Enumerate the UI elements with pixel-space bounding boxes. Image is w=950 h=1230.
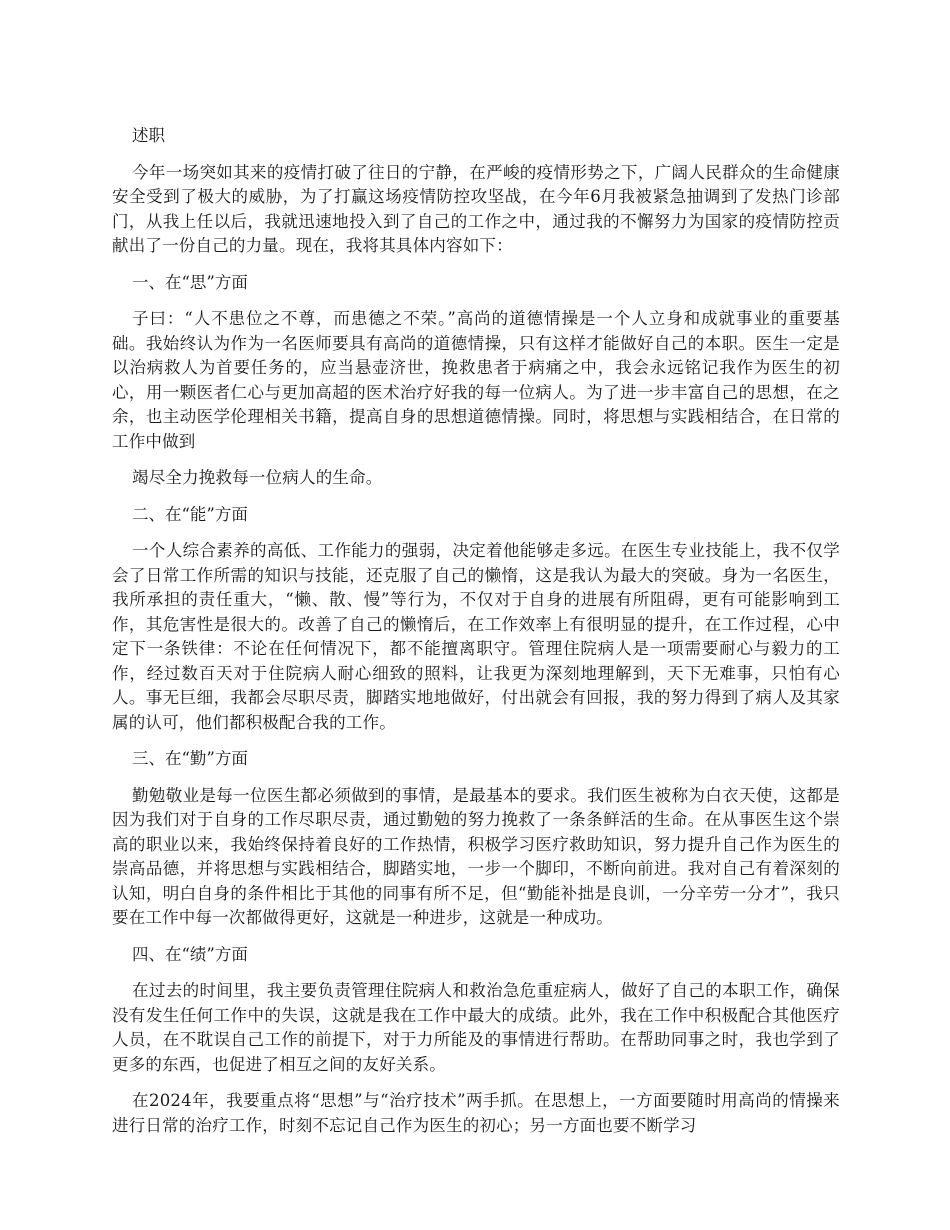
- section-heading-si: 一、在“思”方面: [132, 272, 248, 292]
- section-heading-neng: 二、在“能”方面: [132, 504, 248, 524]
- intro-paragraph: 今年一场突如其来的疫情打破了往日的宁静，在严峻的疫情形势之下，广阔人民群众的生命健康安全受到了极大的威胁，为了打赢这场疫情防控攻坚战，在今年6月我被紧急抽调到了发热门诊部门，从我上任以后，我就迅速地投入到了自己的工作之中，通过我的不懈努力为国家的疫情防控贡献出了一份自己的力量。现在，我将其具体内容如下：: [112, 162, 840, 255]
- section-heading-qin: 三、在“勤”方面: [132, 749, 248, 768]
- document-title: 述职: [132, 126, 165, 145]
- paragraph-plan: 在2024年，我要重点将“思想”与“治疗技术”两手抓。在思想上，一方面要随时用高尚的情操来进行日常的治疗工作，时刻不忘记自己作为医生的初心；另一方面也要不断学习: [112, 1091, 840, 1135]
- section-heading-ji: 四、在“绩”方面: [132, 944, 248, 964]
- paragraph-qin: 勤勉敬业是每一位医生都必须做到的事情，是最基本的要求。我们医生被称为白衣天使，这都是因为我们对于自身的工作尽职尽责，通过勤勉的努力挽救了一条条鲜活的生命。在从事医生这个崇高的职业以来，我始终保持着良好的工作热情，积极学习医疗救助知识，努力提升自己作为医生的崇高品德，并将思想与实践相结合，脚踏实地，一步一个脚印，不断向前进。我对自己有着深刻的认知，明白自身的条件相比于其他的同事有所不足，但“勤能补拙是良训，一分辛劳一分才”，我只要在工作中每一次都做得更好，这就是一种进步，这就是一种成功。: [112, 785, 840, 927]
- paragraph-ji: 在过去的时间里，我主要负责管理住院病人和救治急危重症病人，做好了自己的本职工作，确保没有发生任何工作中的失误，这就是我在工作中最大的成绩。此外，我在工作中积极配合其他医疗人员，在不耽误自己工作的前提下，对于力所能及的事情进行帮助。在帮助同事之时，我也学到了更多的东西，也促进了相互之间的友好关系。: [112, 981, 840, 1074]
- paragraph-si-1: 子曰：“人不患位之不尊，而患德之不荣。”高尚的道德情操是一个人立身和成就事业的重要基础。我始终认为作为一名医师要具有高尚的道德情操，只有这样才能做好自己的本职。医生一定是以治病救人为首要任务的，应当悬壶济世，挽救患者于病痛之中，我会永远铭记我作为医生的初心，用一颗医者仁心与更加高超的医术治疗好我的每一位病人。为了进一步丰富自己的思想，在之余，也主动医学伦理相关书籍，提高自身的思想道德情操。同时，将思想与实践相结合，在日常的工作中做到: [112, 309, 840, 451]
- paragraph-neng: 一个人综合素养的高低、工作能力的强弱，决定着他能够走多远。在医生专业技能上，我不仅学会了日常工作所需的知识与技能，还克服了自己的懒惰，这是我认为最大的突破。身为一名医生，我所承担的责任重大，“懒、散、慢”等行为，不仅对于自身的进展有所阻碍，更有可能影响到工作，其危害性是很大的。改善了自己的懒惰后，在工作效率上有很明显的提升，在工作过程，心中定下一条铁律：不论在任何情况下，都不能擅离职守。管理住院病人是一项需要耐心与毅力的工作，经过数百天对于住院病人耐心细致的照料，让我更为深刻地理解到，天下无难事，只怕有心人。事无巨细，我都会尽职尽责，脚踏实地地做好，付出就会有回报，我的努力得到了病人及其家属的认可，他们都积极配合我的工作。: [112, 541, 840, 732]
- paragraph-si-2: 竭尽全力挽救每一位病人的生命。: [132, 468, 383, 487]
- document-page: [112, 124, 840, 1150]
